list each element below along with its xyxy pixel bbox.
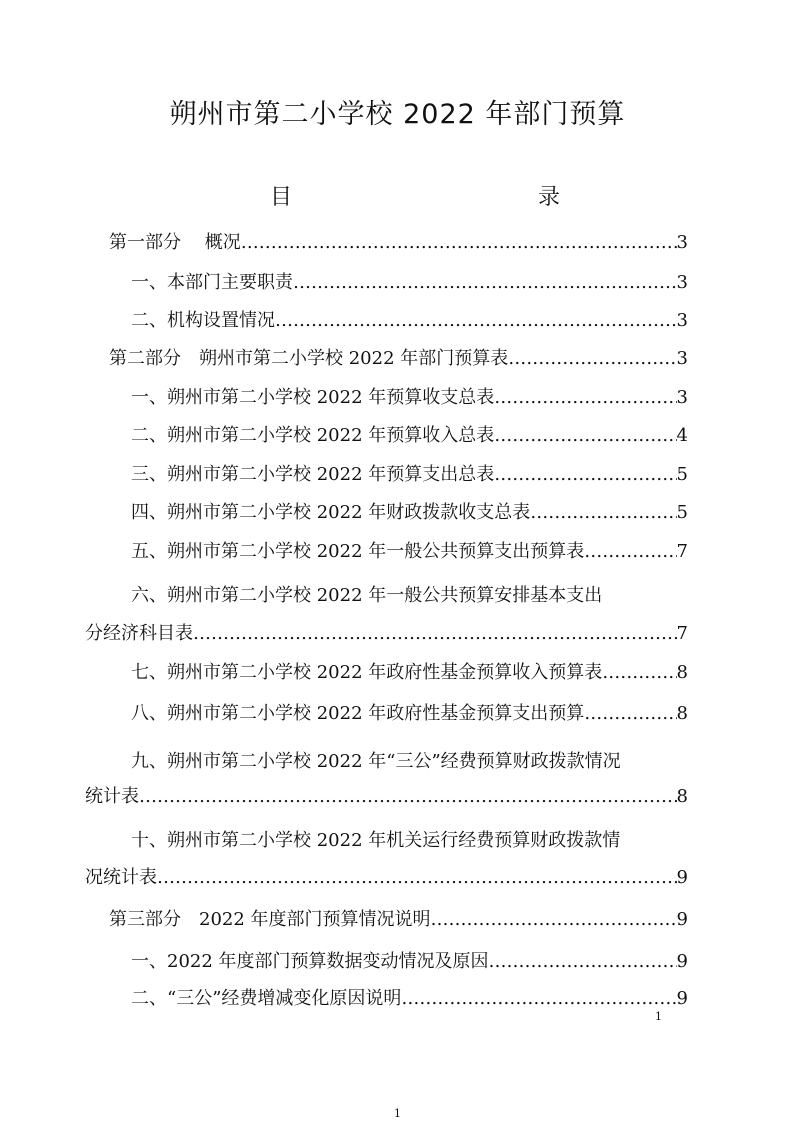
toc-leader bbox=[241, 232, 677, 254]
toc-leader bbox=[494, 425, 676, 447]
toc-entry-text: 二、朔州市第二小学校 2022 年预算收入总表 bbox=[131, 425, 495, 446]
toc-entry[interactable] bbox=[85, 830, 688, 889]
toc-leader bbox=[293, 272, 677, 294]
toc-entry-text: 三、朔州市第二小学校 2022 年预算支出总表 bbox=[131, 464, 495, 485]
toc-page-number: 9 bbox=[676, 867, 688, 888]
toc-page-number: 5 bbox=[676, 464, 688, 485]
toc-entry[interactable] bbox=[85, 502, 688, 524]
toc-entry-text: 七、朔州市第二小学校 2022 年政府性基金预算收入预算表 bbox=[131, 662, 603, 683]
inner-page-number: 1 bbox=[655, 1010, 662, 1023]
toc-entry[interactable] bbox=[85, 703, 688, 725]
toc-entry-text: 第二部分 朔州市第二小学校 2022 年部门预算表 bbox=[109, 348, 509, 369]
toc-page-number: 7 bbox=[676, 623, 688, 644]
toc-entry[interactable] bbox=[85, 464, 688, 486]
toc-page-number: 3 bbox=[676, 348, 688, 369]
toc-heading-left: 目 bbox=[270, 185, 293, 210]
toc-entry[interactable] bbox=[85, 348, 688, 370]
toc-entry[interactable] bbox=[85, 951, 688, 973]
toc-leader bbox=[157, 867, 677, 889]
toc-entry[interactable] bbox=[85, 585, 688, 645]
toc-page-number: 8 bbox=[676, 703, 688, 724]
toc-entry-text-line1: 九、朔州市第二小学校 2022 年“三公”经费预算财政拨款情况 bbox=[131, 751, 621, 772]
toc-entry-text: 一、本部门主要职责 bbox=[131, 272, 293, 293]
toc-heading-right: 录 bbox=[538, 185, 561, 210]
toc-entry[interactable] bbox=[85, 310, 688, 332]
toc-page-number: 8 bbox=[676, 662, 688, 683]
toc-entry[interactable] bbox=[85, 541, 688, 563]
toc-entry-text: 八、朔州市第二小学校 2022 年政府性基金预算支出预算 bbox=[131, 703, 585, 724]
toc-entry[interactable] bbox=[85, 425, 688, 447]
toc-leader bbox=[602, 662, 676, 684]
toc-leader bbox=[139, 786, 677, 808]
toc-entry-text: 况统计表 bbox=[85, 867, 157, 888]
toc-entry[interactable] bbox=[85, 909, 688, 931]
toc-entry-text: 第三部分 2022 年度部门预算情况说明 bbox=[109, 909, 431, 930]
toc-entry-text: 分经济科目表 bbox=[85, 623, 193, 644]
toc-leader bbox=[494, 387, 676, 409]
toc-page-number: 9 bbox=[676, 909, 688, 930]
toc-entry[interactable] bbox=[85, 387, 688, 409]
toc-entry-text: 一、2022 年度部门预算数据变动情况及原因 bbox=[131, 951, 489, 972]
toc-page-number: 3 bbox=[676, 272, 688, 293]
toc-page-number: 4 bbox=[676, 425, 688, 446]
toc-leader bbox=[584, 703, 676, 725]
toc-leader bbox=[431, 909, 677, 931]
toc-leader bbox=[401, 988, 676, 1010]
toc-leader bbox=[508, 348, 676, 370]
toc-page-number: 3 bbox=[676, 310, 688, 331]
toc-entry[interactable] bbox=[85, 751, 688, 808]
toc-page-number: 3 bbox=[676, 232, 688, 253]
toc-entry-text: 第一部分 概况 bbox=[109, 232, 241, 253]
toc-entry[interactable] bbox=[85, 272, 688, 294]
document-title: 朔州市第二小学校 2022 年部门预算 bbox=[169, 99, 626, 130]
toc-leader bbox=[584, 541, 676, 563]
toc-page-number: 3 bbox=[676, 387, 688, 408]
toc-leader bbox=[530, 502, 676, 524]
toc-leader bbox=[193, 623, 677, 645]
toc-leader bbox=[494, 464, 676, 486]
toc-entry[interactable] bbox=[85, 662, 688, 684]
toc-entry-text-line1: 十、朔州市第二小学校 2022 年机关运行经费预算财政拨款情 bbox=[131, 830, 621, 851]
toc-page-number: 5 bbox=[676, 502, 688, 523]
toc-entry-text: 一、朔州市第二小学校 2022 年预算收支总表 bbox=[131, 387, 495, 408]
toc-entry-text-line1: 六、朔州市第二小学校 2022 年一般公共预算安排基本支出 bbox=[131, 585, 603, 606]
toc-entry-text: 统计表 bbox=[85, 786, 139, 807]
toc-leader bbox=[275, 310, 677, 332]
page-number: 1 bbox=[394, 1107, 401, 1120]
toc-page-number: 9 bbox=[676, 951, 688, 972]
toc-page-number: 9 bbox=[676, 988, 688, 1009]
toc-page-number: 7 bbox=[676, 541, 688, 562]
toc-entry-text: 四、朔州市第二小学校 2022 年财政拨款收支总表 bbox=[131, 502, 531, 523]
toc-entry-text: 二、机构设置情况 bbox=[131, 310, 275, 331]
toc-entry-text: 五、朔州市第二小学校 2022 年一般公共预算支出预算表 bbox=[131, 541, 585, 562]
toc-leader bbox=[489, 951, 677, 973]
toc-entry[interactable] bbox=[85, 232, 688, 254]
toc-entry-text: 二、“三公”经费增减变化原因说明 bbox=[131, 988, 402, 1009]
toc-page-number: 8 bbox=[676, 786, 688, 807]
toc-entry[interactable] bbox=[85, 988, 688, 1010]
